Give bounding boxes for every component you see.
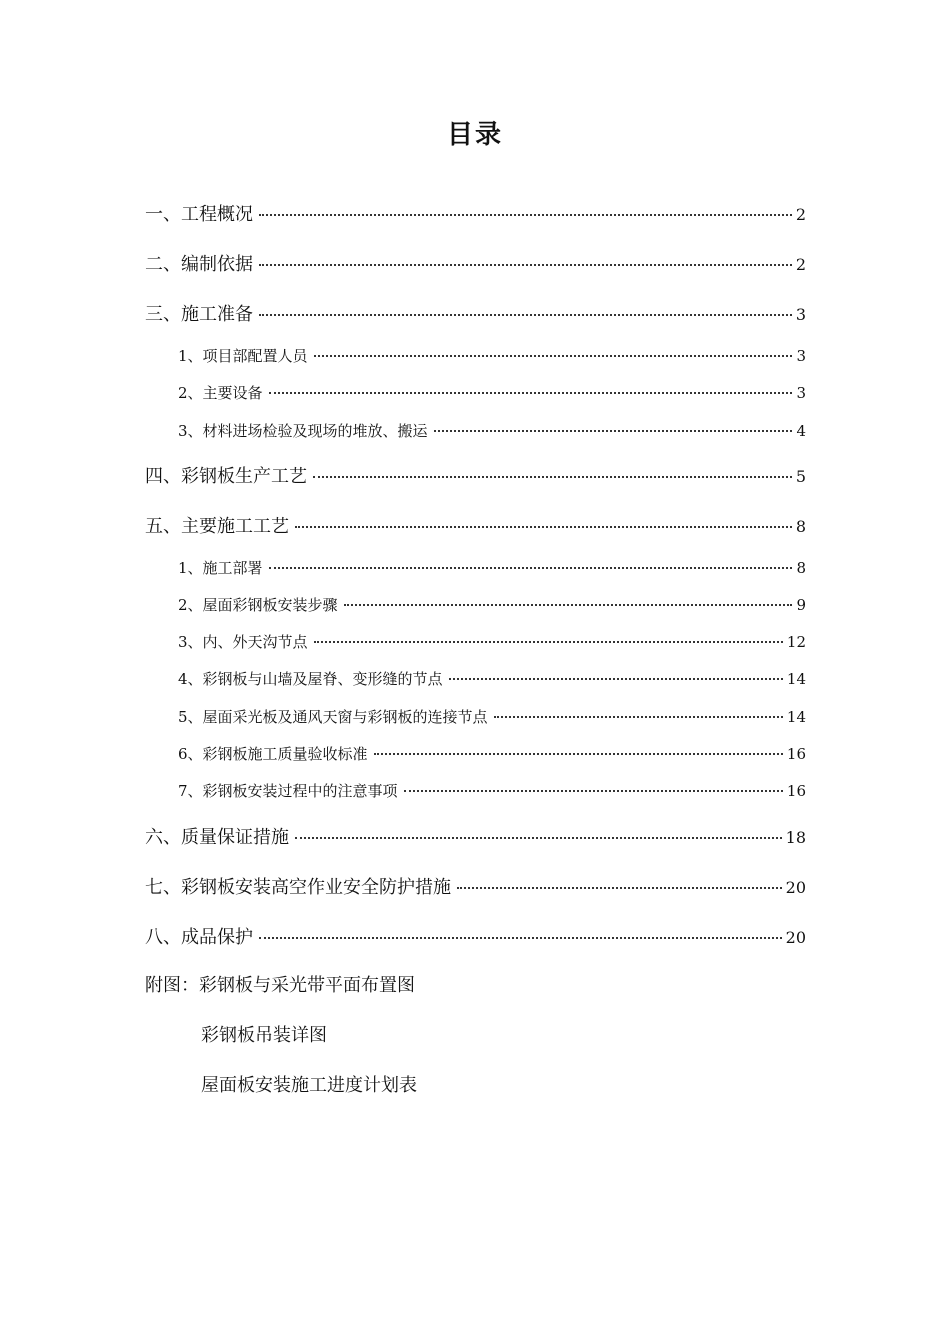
toc-dot-leader <box>494 716 783 718</box>
toc-page-number: 3 <box>796 384 806 402</box>
toc-entry-subsection-5-1[interactable] <box>178 557 806 579</box>
toc-page-number: 5 <box>795 467 806 486</box>
toc-entry-subsection-5-6[interactable] <box>178 743 806 765</box>
toc-dot-leader <box>295 837 782 839</box>
toc-label: 三、施工准备 <box>145 304 253 325</box>
toc-label: 1、施工部署 <box>178 559 263 577</box>
toc-entry-section-7[interactable] <box>145 873 806 899</box>
toc-dot-leader <box>344 604 793 606</box>
toc-entry-section-1[interactable] <box>145 200 806 226</box>
appendix-line-2: 彩钢板吊装详图 <box>201 1025 327 1046</box>
toc-entry-section-5[interactable] <box>145 512 806 538</box>
toc-label: 四、彩钢板生产工艺 <box>145 466 307 487</box>
toc-entry-subsection-5-2[interactable] <box>178 594 806 616</box>
toc-dot-leader <box>449 678 783 680</box>
toc-label: 七、彩钢板安装高空作业安全防护措施 <box>145 877 451 898</box>
toc-dot-leader <box>259 264 792 266</box>
toc-dot-leader <box>269 567 793 569</box>
toc-label: 1、项目部配置人员 <box>178 347 308 365</box>
toc-label: 八、成品保护 <box>145 927 253 948</box>
toc-dot-leader <box>404 790 783 792</box>
toc-page-number: 18 <box>785 828 806 847</box>
toc-page-number: 16 <box>786 782 806 800</box>
toc-page-number: 14 <box>786 708 806 726</box>
toc-entry-section-2[interactable] <box>145 250 806 276</box>
toc-entry-subsection-5-3[interactable] <box>178 631 806 653</box>
toc-label: 6、彩钢板施工质量验收标准 <box>178 745 368 763</box>
toc-page-number: 3 <box>796 347 806 365</box>
toc-dot-leader <box>295 526 792 528</box>
toc-page-number: 16 <box>786 745 806 763</box>
toc-entry-subsection-5-7[interactable] <box>178 780 806 802</box>
toc-dot-leader <box>314 355 793 357</box>
toc-dot-leader <box>374 753 783 755</box>
toc-entry-section-6[interactable] <box>145 823 806 849</box>
toc-label: 五、主要施工工艺 <box>145 516 289 537</box>
toc-page-number: 9 <box>796 596 806 614</box>
toc-page-number: 3 <box>795 305 806 324</box>
toc-dot-leader <box>269 392 793 394</box>
toc-dot-leader <box>259 314 792 316</box>
toc-dot-leader <box>259 214 792 216</box>
toc-entry-subsection-5-4[interactable] <box>178 668 806 690</box>
toc-dot-leader <box>314 641 783 643</box>
toc-entry-section-8[interactable] <box>145 923 806 949</box>
toc-entry-subsection-3-2[interactable] <box>178 382 806 404</box>
toc-label: 二、编制依据 <box>145 254 253 275</box>
toc-dot-leader <box>434 430 793 432</box>
appendix-line-1: 附图：彩钢板与采光带平面布置图 <box>145 975 415 996</box>
toc-label: 5、屋面采光板及通风天窗与彩钢板的连接节点 <box>178 708 488 726</box>
page-title: 目录 <box>446 120 503 150</box>
toc-label: 3、内、外天沟节点 <box>178 633 308 651</box>
toc-label: 7、彩钢板安装过程中的注意事项 <box>178 782 398 800</box>
toc-page-number: 2 <box>795 255 806 274</box>
toc-entry-section-3[interactable] <box>145 300 806 326</box>
toc-entry-subsection-3-1[interactable] <box>178 345 806 367</box>
toc-page-number: 20 <box>785 928 806 947</box>
toc-entry-subsection-5-5[interactable] <box>178 706 806 728</box>
toc-label: 六、质量保证措施 <box>145 827 289 848</box>
toc-page-number: 14 <box>786 670 806 688</box>
toc-page-number: 8 <box>796 559 806 577</box>
toc-dot-leader <box>313 476 792 478</box>
toc-label: 2、屋面彩钢板安装步骤 <box>178 596 338 614</box>
toc-page-number: 8 <box>795 517 806 536</box>
toc-page-number: 20 <box>785 878 806 897</box>
toc-entry-subsection-3-3[interactable] <box>178 420 806 442</box>
toc-dot-leader <box>259 937 782 939</box>
toc-dot-leader <box>457 887 782 889</box>
toc-label: 4、彩钢板与山墙及屋脊、变形缝的节点 <box>178 670 443 688</box>
toc-page-number: 12 <box>786 633 806 651</box>
toc-page-number: 2 <box>795 205 806 224</box>
toc-label: 一、工程概况 <box>145 204 253 225</box>
toc-page-number: 4 <box>796 422 806 440</box>
appendix-line-3: 屋面板安装施工进度计划表 <box>201 1075 417 1096</box>
toc-label: 3、材料进场检验及现场的堆放、搬运 <box>178 422 428 440</box>
toc-entry-section-4[interactable] <box>145 462 806 488</box>
toc-label: 2、主要设备 <box>178 384 263 402</box>
